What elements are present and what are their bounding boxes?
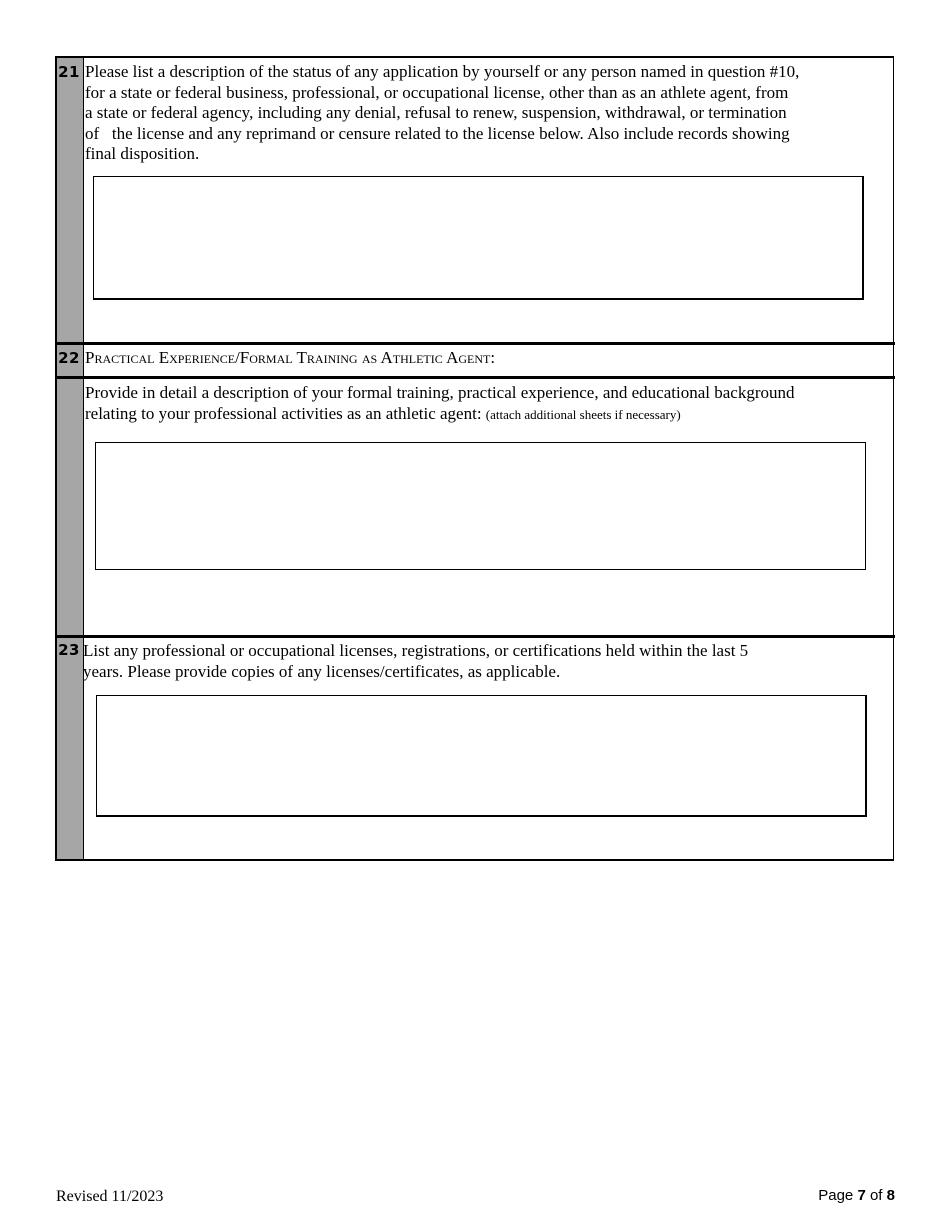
question-22-text: Provide in detail a description of your formal training, practical experience, and educational background relating to your professional activities as an athletic agent: (attach additional sheets if necessary) — [85, 383, 795, 423]
question-21-answer-box[interactable] — [93, 176, 864, 300]
question-22-heading: Practical Experience/Formal Training as Athletic Agent: — [85, 348, 496, 367]
revised-date: Revised 11/2023 — [56, 1188, 164, 1205]
section-divider — [55, 342, 895, 345]
page-number: Page 7 of 8 — [818, 1187, 895, 1204]
section-divider — [55, 635, 895, 638]
question-21-text: Please list a description of the status of any application by yourself or any person named in question #10, for a state or federal business, professional, or occupational license, other than as an athlete agent, from a state or federal agency, including any denial, refusal to renew, suspension, withdrawal, or termination of the license and any reprimand or censure related to the license below. Also include records showing final disposition. — [85, 62, 800, 164]
question-23-number: 23 — [58, 641, 80, 659]
question-23-text: List any professional or occupational licenses, registrations, or certifications held within the last 5 years. Please provide copies of any licenses/certificates, as applicable. — [83, 641, 749, 681]
section-divider — [55, 376, 895, 379]
question-22-number: 22 — [58, 349, 80, 367]
question-22-answer-box[interactable] — [95, 442, 866, 570]
form-table — [55, 56, 895, 861]
attach-sheets-note: (attach additional sheets if necessary) — [485, 406, 681, 422]
question-21-number: 21 — [58, 63, 80, 81]
question-23-answer-box[interactable] — [96, 695, 867, 817]
